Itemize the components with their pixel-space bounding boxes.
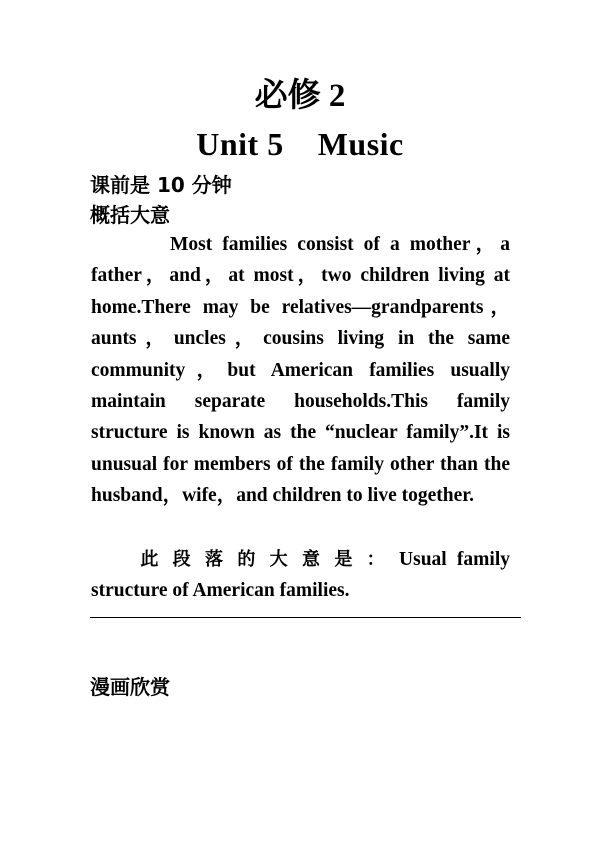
section-divider [90, 617, 521, 618]
comic-heading: 漫画欣赏 [90, 675, 170, 699]
main-idea-heading: 概括大意 [90, 203, 170, 227]
unit-name: Music [317, 126, 404, 162]
pre-class-heading: 课前是 10 分钟 [90, 173, 232, 197]
answer-text: Usual family structure of American families. [91, 549, 510, 602]
unit-label: Unit 5 [196, 126, 284, 162]
passage-text: Most families consist of a mother，a father，and，at most，two children living at home.There may be relatives—grandparents，aunts，uncles，cousins living in the same community，but American families usually maintain separate households.This family structure is known as the “nuclear family”.It is unusual for members of the family other than the husband，wife，and children to live together. [91, 234, 510, 507]
main-idea-answer [91, 544, 510, 607]
answer-prefix: 此段落的大意是： [135, 549, 400, 570]
reading-passage [91, 229, 510, 512]
book-title: 必修 2 [254, 78, 346, 114]
unit-title [0, 124, 600, 164]
